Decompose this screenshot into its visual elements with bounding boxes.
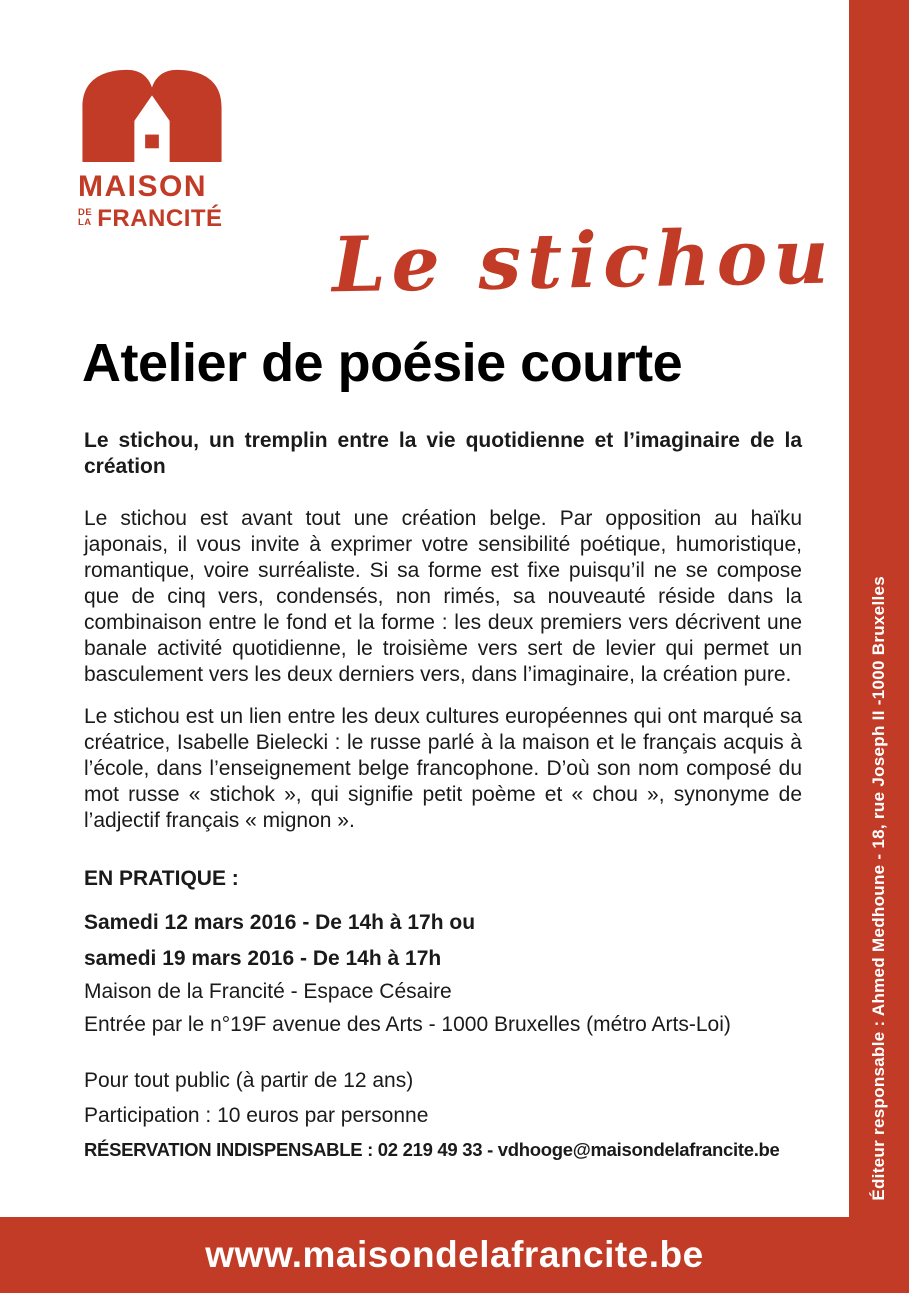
footer-bar [0, 1217, 909, 1293]
practical-heading: EN PRATIQUE : [84, 867, 239, 890]
maison-francite-logo [78, 66, 230, 233]
paragraph-1: Le stichou est avant tout une création belge. Par opposition au haïku japonais, il vous invite à exprimer votre sensibilité poétique, humoristique, romantique, voire surréaliste. Si sa forme est fixe puisqu’il ne se compose que de cinq vers, condensés, non rimés, sa nouveauté réside dans la combinaison entre le fond et la forme : les deux premiers vers décrivent une banale activité quotidienne, le troisième vers sert de levier qui permet un basculement vers les deux derniers vers, dans l’imaginaire, la création pure. [84, 507, 802, 686]
page-title: Atelier de poésie courte [82, 333, 683, 393]
body-content [84, 428, 802, 1163]
logo-text-la: LA [78, 217, 92, 228]
venue-line: Maison de la Francité - Espace Césaire [84, 980, 452, 1003]
editor-responsible-note: Éditeur responsable : Ahmed Medhoune - 18, rue Joseph II -1000 Bruxelles [869, 576, 888, 1201]
website-url: www.maisondelafrancite.be [205, 1234, 704, 1275]
logo-subline [78, 205, 230, 233]
participation-line: Participation : 10 euros par personne [84, 1104, 429, 1127]
logo-text-francite: FRANCITÉ [97, 205, 223, 232]
session-date-2: samedi 19 mars 2016 - De 14h à 17h [84, 947, 442, 970]
reservation-line: RÉSERVATION INDISPENSABLE : 02 219 49 33 - vdhooge@maisondelafrancite.be [84, 1139, 780, 1160]
script-title: Le stichou [331, 211, 836, 310]
lead-paragraph: Le stichou, un tremplin entre la vie quotidienne et l’imaginaire de la création [84, 429, 802, 478]
logo-text-de-la [78, 205, 92, 228]
entrance-line: Entrée par le n°19F avenue des Arts - 1000 Bruxelles (métro Arts-Loi) [84, 1013, 731, 1036]
editor-stripe [849, 0, 909, 1293]
session-date-1: Samedi 12 mars 2016 - De 14h à 17h ou [84, 911, 476, 934]
paragraph-2: Le stichou est un lien entre les deux cultures européennes qui ont marqué sa créatrice, Isabelle Bielecki : le russe parlé à la maison et le français acquis à l’école, dans l’enseignement belge francophone. D’où son nom composé du mot russe « stichok », qui signifie petit poème et « chou », synonyme de l’adjectif français « mignon ». [84, 705, 802, 832]
maison-francite-logo-icon [78, 66, 226, 162]
audience-line: Pour tout public (à partir de 12 ans) [84, 1069, 414, 1092]
logo-text-de: DE [78, 207, 93, 218]
logo-text-maison: MAISON [78, 170, 207, 203]
